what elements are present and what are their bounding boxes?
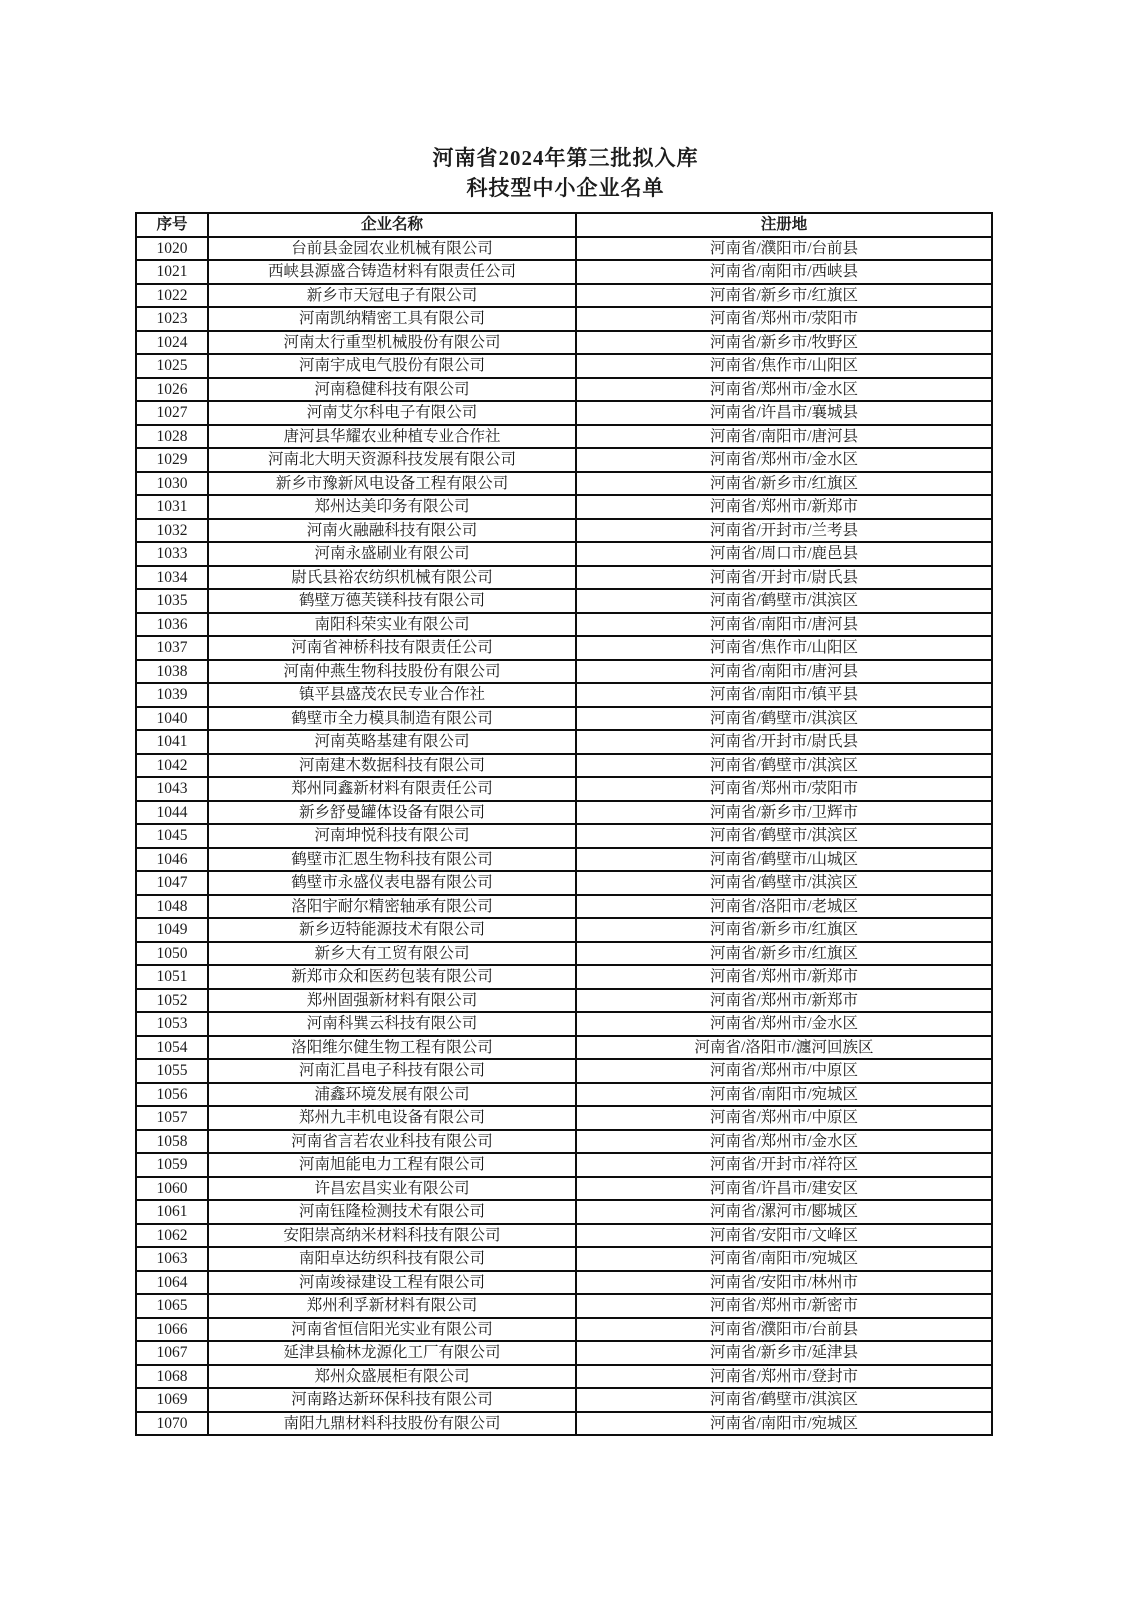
- row-seq: 1025: [136, 354, 208, 378]
- row-company-name: 郑州达美印务有限公司: [208, 495, 576, 519]
- row-registration: 河南省/新乡市/红旗区: [576, 942, 992, 966]
- row-registration: 河南省/鹤壁市/淇滨区: [576, 707, 992, 731]
- row-seq: 1063: [136, 1247, 208, 1271]
- row-seq: 1039: [136, 683, 208, 707]
- row-company-name: 安阳崇高纳米材料科技有限公司: [208, 1224, 576, 1248]
- row-registration: 河南省/漯河市/郾城区: [576, 1200, 992, 1224]
- row-seq: 1050: [136, 942, 208, 966]
- table-row: [136, 848, 992, 872]
- row-seq: 1031: [136, 495, 208, 519]
- row-seq: 1021: [136, 260, 208, 284]
- row-seq: 1022: [136, 284, 208, 308]
- table-row: [136, 401, 992, 425]
- row-registration: 河南省/南阳市/唐河县: [576, 660, 992, 684]
- table-row: [136, 777, 992, 801]
- row-registration: 河南省/周口市/鹿邑县: [576, 542, 992, 566]
- row-company-name: 郑州同鑫新材料有限责任公司: [208, 777, 576, 801]
- row-company-name: 新乡大有工贸有限公司: [208, 942, 576, 966]
- row-seq: 1059: [136, 1153, 208, 1177]
- row-seq: 1058: [136, 1130, 208, 1154]
- row-company-name: 浦鑫环境发展有限公司: [208, 1083, 576, 1107]
- row-registration: 河南省/郑州市/金水区: [576, 1012, 992, 1036]
- company-table-header: [136, 213, 992, 237]
- row-company-name: 河南稳健科技有限公司: [208, 378, 576, 402]
- table-row: [136, 1106, 992, 1130]
- table-row: [136, 1083, 992, 1107]
- row-registration: 河南省/郑州市/荥阳市: [576, 307, 992, 331]
- row-registration: 河南省/新乡市/牧野区: [576, 331, 992, 355]
- row-seq: 1061: [136, 1200, 208, 1224]
- row-seq: 1051: [136, 965, 208, 989]
- table-row: [136, 284, 992, 308]
- row-company-name: 许昌宏昌实业有限公司: [208, 1177, 576, 1201]
- row-company-name: 河南宇成电气股份有限公司: [208, 354, 576, 378]
- row-company-name: 鹤壁市汇恩生物科技有限公司: [208, 848, 576, 872]
- row-seq: 1062: [136, 1224, 208, 1248]
- row-seq: 1032: [136, 519, 208, 543]
- table-row: [136, 1153, 992, 1177]
- table-row: [136, 1177, 992, 1201]
- table-row: [136, 965, 992, 989]
- row-registration: 河南省/新乡市/红旗区: [576, 472, 992, 496]
- row-registration: 河南省/焦作市/山阳区: [576, 636, 992, 660]
- row-company-name: 河南旭能电力工程有限公司: [208, 1153, 576, 1177]
- row-registration: 河南省/南阳市/宛城区: [576, 1412, 992, 1436]
- row-company-name: 河南永盛刷业有限公司: [208, 542, 576, 566]
- row-seq: 1024: [136, 331, 208, 355]
- row-registration: 河南省/郑州市/荥阳市: [576, 777, 992, 801]
- table-row: [136, 1365, 992, 1389]
- row-company-name: 郑州众盛展柜有限公司: [208, 1365, 576, 1389]
- row-registration: 河南省/许昌市/建安区: [576, 1177, 992, 1201]
- table-row: [136, 1318, 992, 1342]
- table-row: [136, 1200, 992, 1224]
- row-registration: 河南省/安阳市/林州市: [576, 1271, 992, 1295]
- row-registration: 河南省/新乡市/延津县: [576, 1341, 992, 1365]
- row-seq: 1049: [136, 918, 208, 942]
- row-registration: 河南省/郑州市/登封市: [576, 1365, 992, 1389]
- row-company-name: 河南艾尔科电子有限公司: [208, 401, 576, 425]
- row-company-name: 延津县榆林龙源化工厂有限公司: [208, 1341, 576, 1365]
- table-row: [136, 824, 992, 848]
- table-row: [136, 495, 992, 519]
- row-company-name: 河南汇昌电子科技有限公司: [208, 1059, 576, 1083]
- row-registration: 河南省/开封市/尉氏县: [576, 566, 992, 590]
- table-row: [136, 542, 992, 566]
- header-company-name: 企业名称: [208, 213, 576, 237]
- row-company-name: 河南省言若农业科技有限公司: [208, 1130, 576, 1154]
- row-seq: 1070: [136, 1412, 208, 1436]
- row-company-name: 南阳科荣实业有限公司: [208, 613, 576, 637]
- table-row: [136, 1130, 992, 1154]
- row-seq: 1033: [136, 542, 208, 566]
- row-company-name: 河南北大明天资源科技发展有限公司: [208, 448, 576, 472]
- row-seq: 1044: [136, 801, 208, 825]
- header-registration: 注册地: [576, 213, 992, 237]
- row-seq: 1053: [136, 1012, 208, 1036]
- document-title: [0, 0, 1131, 203]
- row-company-name: 南阳卓达纺织科技有限公司: [208, 1247, 576, 1271]
- row-company-name: 河南竣禄建设工程有限公司: [208, 1271, 576, 1295]
- row-seq: 1046: [136, 848, 208, 872]
- row-registration: 河南省/新乡市/红旗区: [576, 918, 992, 942]
- row-registration: 河南省/郑州市/金水区: [576, 1130, 992, 1154]
- row-company-name: 河南火融融科技有限公司: [208, 519, 576, 543]
- row-registration: 河南省/南阳市/唐河县: [576, 613, 992, 637]
- table-row: [136, 1412, 992, 1436]
- row-seq: 1036: [136, 613, 208, 637]
- row-seq: 1027: [136, 401, 208, 425]
- row-seq: 1047: [136, 871, 208, 895]
- row-seq: 1035: [136, 589, 208, 613]
- row-registration: 河南省/鹤壁市/山城区: [576, 848, 992, 872]
- row-company-name: 镇平县盛茂农民专业合作社: [208, 683, 576, 707]
- row-seq: 1068: [136, 1365, 208, 1389]
- company-table-body: [136, 237, 992, 1436]
- table-row: [136, 378, 992, 402]
- table-row: [136, 660, 992, 684]
- row-registration: 河南省/郑州市/金水区: [576, 378, 992, 402]
- header-row: [136, 213, 992, 237]
- table-row: [136, 871, 992, 895]
- row-company-name: 洛阳维尔健生物工程有限公司: [208, 1036, 576, 1060]
- row-registration: 河南省/鹤壁市/淇滨区: [576, 754, 992, 778]
- row-company-name: 河南仲燕生物科技股份有限公司: [208, 660, 576, 684]
- row-company-name: 河南科巽云科技有限公司: [208, 1012, 576, 1036]
- row-company-name: 河南太行重型机械股份有限公司: [208, 331, 576, 355]
- table-row: [136, 307, 992, 331]
- row-seq: 1042: [136, 754, 208, 778]
- company-table: [135, 212, 993, 1436]
- row-registration: 河南省/开封市/祥符区: [576, 1153, 992, 1177]
- row-registration: 河南省/郑州市/新郑市: [576, 965, 992, 989]
- row-registration: 河南省/洛阳市/老城区: [576, 895, 992, 919]
- table-row: [136, 1012, 992, 1036]
- row-company-name: 新郑市众和医药包装有限公司: [208, 965, 576, 989]
- table-row: [136, 1247, 992, 1271]
- row-seq: 1064: [136, 1271, 208, 1295]
- table-row: [136, 683, 992, 707]
- row-company-name: 河南建木数据科技有限公司: [208, 754, 576, 778]
- row-seq: 1028: [136, 425, 208, 449]
- row-registration: 河南省/开封市/尉氏县: [576, 730, 992, 754]
- row-registration: 河南省/濮阳市/台前县: [576, 237, 992, 261]
- table-row: [136, 519, 992, 543]
- row-registration: 河南省/郑州市/金水区: [576, 448, 992, 472]
- row-company-name: 河南凯纳精密工具有限公司: [208, 307, 576, 331]
- row-registration: 河南省/安阳市/文峰区: [576, 1224, 992, 1248]
- row-registration: 河南省/鹤壁市/淇滨区: [576, 871, 992, 895]
- row-registration: 河南省/濮阳市/台前县: [576, 1318, 992, 1342]
- row-registration: 河南省/焦作市/山阳区: [576, 354, 992, 378]
- row-company-name: 南阳九鼎材料科技股份有限公司: [208, 1412, 576, 1436]
- row-seq: 1040: [136, 707, 208, 731]
- row-seq: 1056: [136, 1083, 208, 1107]
- document-title-line2: 科技型中小企业名单: [466, 176, 665, 200]
- table-row: [136, 1059, 992, 1083]
- row-registration: 河南省/开封市/兰考县: [576, 519, 992, 543]
- row-seq: 1067: [136, 1341, 208, 1365]
- table-row: [136, 331, 992, 355]
- row-registration: 河南省/许昌市/襄城县: [576, 401, 992, 425]
- row-seq: 1045: [136, 824, 208, 848]
- row-seq: 1037: [136, 636, 208, 660]
- row-seq: 1048: [136, 895, 208, 919]
- row-seq: 1041: [136, 730, 208, 754]
- row-company-name: 新乡市天冠电子有限公司: [208, 284, 576, 308]
- row-registration: 河南省/郑州市/中原区: [576, 1106, 992, 1130]
- row-seq: 1026: [136, 378, 208, 402]
- row-seq: 1052: [136, 989, 208, 1013]
- table-row: [136, 448, 992, 472]
- table-row: [136, 754, 992, 778]
- table-row: [136, 1341, 992, 1365]
- row-registration: 河南省/鹤壁市/淇滨区: [576, 589, 992, 613]
- row-company-name: 新乡舒曼罐体设备有限公司: [208, 801, 576, 825]
- row-seq: 1057: [136, 1106, 208, 1130]
- row-seq: 1060: [136, 1177, 208, 1201]
- row-company-name: 鹤壁市全力模具制造有限公司: [208, 707, 576, 731]
- row-company-name: 新乡迈特能源技术有限公司: [208, 918, 576, 942]
- table-row: [136, 1036, 992, 1060]
- row-seq: 1069: [136, 1388, 208, 1412]
- table-row: [136, 989, 992, 1013]
- row-registration: 河南省/南阳市/宛城区: [576, 1247, 992, 1271]
- row-seq: 1030: [136, 472, 208, 496]
- table-row: [136, 1294, 992, 1318]
- row-seq: 1066: [136, 1318, 208, 1342]
- row-registration: 河南省/郑州市/新密市: [576, 1294, 992, 1318]
- row-seq: 1029: [136, 448, 208, 472]
- row-seq: 1054: [136, 1036, 208, 1060]
- table-row: [136, 918, 992, 942]
- row-registration: 河南省/南阳市/镇平县: [576, 683, 992, 707]
- row-company-name: 鹤壁市永盛仪表电器有限公司: [208, 871, 576, 895]
- table-row: [136, 636, 992, 660]
- row-company-name: 尉氏县裕农纺织机械有限公司: [208, 566, 576, 590]
- row-seq: 1020: [136, 237, 208, 261]
- row-company-name: 河南坤悦科技有限公司: [208, 824, 576, 848]
- row-company-name: 河南省恒信阳光实业有限公司: [208, 1318, 576, 1342]
- table-row: [136, 1271, 992, 1295]
- row-registration: 河南省/郑州市/中原区: [576, 1059, 992, 1083]
- row-registration: 河南省/鹤壁市/淇滨区: [576, 824, 992, 848]
- row-company-name: 郑州九丰机电设备有限公司: [208, 1106, 576, 1130]
- table-row: [136, 801, 992, 825]
- row-registration: 河南省/南阳市/唐河县: [576, 425, 992, 449]
- row-seq: 1034: [136, 566, 208, 590]
- row-registration: 河南省/郑州市/新郑市: [576, 495, 992, 519]
- row-company-name: 河南路达新环保科技有限公司: [208, 1388, 576, 1412]
- row-seq: 1065: [136, 1294, 208, 1318]
- table-row: [136, 237, 992, 261]
- table-row: [136, 942, 992, 966]
- table-row: [136, 589, 992, 613]
- row-company-name: 河南钰隆检测技术有限公司: [208, 1200, 576, 1224]
- row-company-name: 鹤壁万德芙镁科技有限公司: [208, 589, 576, 613]
- table-row: [136, 895, 992, 919]
- row-company-name: 郑州固强新材料有限公司: [208, 989, 576, 1013]
- table-row: [136, 425, 992, 449]
- row-registration: 河南省/南阳市/宛城区: [576, 1083, 992, 1107]
- row-company-name: 河南英略基建有限公司: [208, 730, 576, 754]
- row-company-name: 新乡市豫新风电设备工程有限公司: [208, 472, 576, 496]
- table-row: [136, 472, 992, 496]
- row-seq: 1038: [136, 660, 208, 684]
- table-row: [136, 613, 992, 637]
- table-row: [136, 566, 992, 590]
- row-company-name: 台前县金园农业机械有限公司: [208, 237, 576, 261]
- row-registration: 河南省/南阳市/西峡县: [576, 260, 992, 284]
- row-seq: 1023: [136, 307, 208, 331]
- row-company-name: 郑州利孚新材料有限公司: [208, 1294, 576, 1318]
- row-registration: 河南省/新乡市/卫辉市: [576, 801, 992, 825]
- row-company-name: 洛阳宇耐尔精密轴承有限公司: [208, 895, 576, 919]
- row-registration: 河南省/郑州市/新郑市: [576, 989, 992, 1013]
- row-registration: 河南省/新乡市/红旗区: [576, 284, 992, 308]
- table-row: [136, 1388, 992, 1412]
- document-title-line1: 河南省2024年第三批拟入库: [432, 146, 699, 170]
- row-company-name: 唐河县华耀农业种植专业合作社: [208, 425, 576, 449]
- row-company-name: 河南省神桥科技有限责任公司: [208, 636, 576, 660]
- row-seq: 1055: [136, 1059, 208, 1083]
- table-row: [136, 354, 992, 378]
- row-registration: 河南省/鹤壁市/淇滨区: [576, 1388, 992, 1412]
- table-row: [136, 730, 992, 754]
- header-seq: 序号: [136, 213, 208, 237]
- table-row: [136, 1224, 992, 1248]
- row-registration: 河南省/洛阳市/瀍河回族区: [576, 1036, 992, 1060]
- row-seq: 1043: [136, 777, 208, 801]
- table-row: [136, 707, 992, 731]
- row-company-name: 西峡县源盛合铸造材料有限责任公司: [208, 260, 576, 284]
- table-row: [136, 260, 992, 284]
